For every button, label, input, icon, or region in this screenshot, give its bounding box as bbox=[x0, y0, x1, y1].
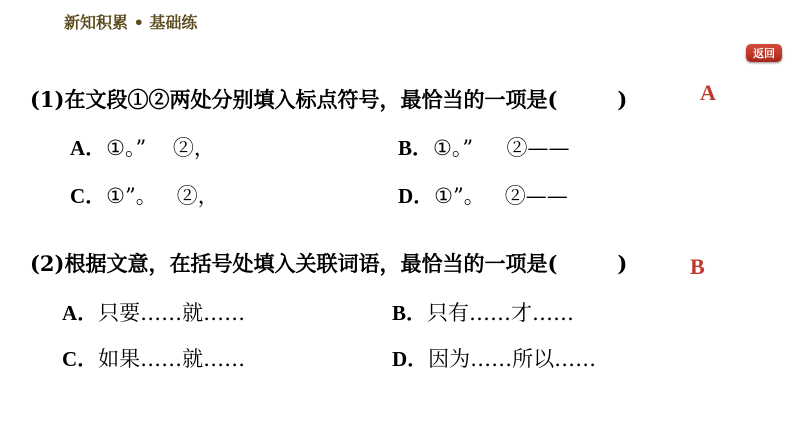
question-1-close-paren: ) bbox=[617, 87, 628, 112]
question-2-answer: B bbox=[690, 254, 705, 279]
question-2-option-b[interactable] bbox=[392, 297, 574, 327]
option-text: 只要……就…… bbox=[98, 301, 246, 325]
option-letter: B． bbox=[392, 301, 428, 325]
option-text: ①。” ②， bbox=[106, 136, 215, 160]
back-button[interactable]: 返回 bbox=[746, 44, 782, 62]
question-1-option-a[interactable] bbox=[70, 132, 215, 162]
question-2-close-paren: ) bbox=[617, 251, 628, 276]
question-2-option-c[interactable] bbox=[62, 343, 245, 373]
question-1-option-d[interactable] bbox=[398, 180, 568, 210]
option-letter: A． bbox=[70, 136, 107, 160]
question-1-option-c[interactable] bbox=[70, 180, 219, 210]
section-header: 新知积累 • 基础练 bbox=[64, 13, 198, 32]
option-text: 如果……就…… bbox=[98, 347, 246, 371]
question-2-option-a[interactable] bbox=[62, 297, 245, 327]
option-letter: D． bbox=[392, 347, 429, 371]
option-text: ①”。 ②—— bbox=[434, 184, 568, 208]
option-text: 只有……才…… bbox=[427, 301, 575, 325]
option-text: ①”。 ②， bbox=[106, 184, 219, 208]
question-2-stem bbox=[30, 248, 627, 278]
question-1-option-b[interactable] bbox=[398, 132, 569, 162]
question-1-answer: A bbox=[700, 80, 716, 105]
question-1-stem bbox=[30, 84, 627, 114]
question-2-option-d[interactable] bbox=[392, 343, 596, 373]
option-letter: D． bbox=[398, 184, 435, 208]
option-letter: B． bbox=[398, 136, 434, 160]
option-text: 因为……所以…… bbox=[428, 347, 597, 371]
option-letter: C． bbox=[62, 347, 99, 371]
question-1-stem-text: (1)在文段①②两处分别填入标点符号，最恰当的一项是( bbox=[30, 87, 558, 112]
option-letter: C． bbox=[70, 184, 107, 208]
option-text: ①。” ②—— bbox=[433, 136, 570, 160]
question-2-stem-text: (2)根据文意，在括号处填入关联词语，最恰当的一项是( bbox=[30, 251, 558, 276]
option-letter: A． bbox=[62, 301, 99, 325]
